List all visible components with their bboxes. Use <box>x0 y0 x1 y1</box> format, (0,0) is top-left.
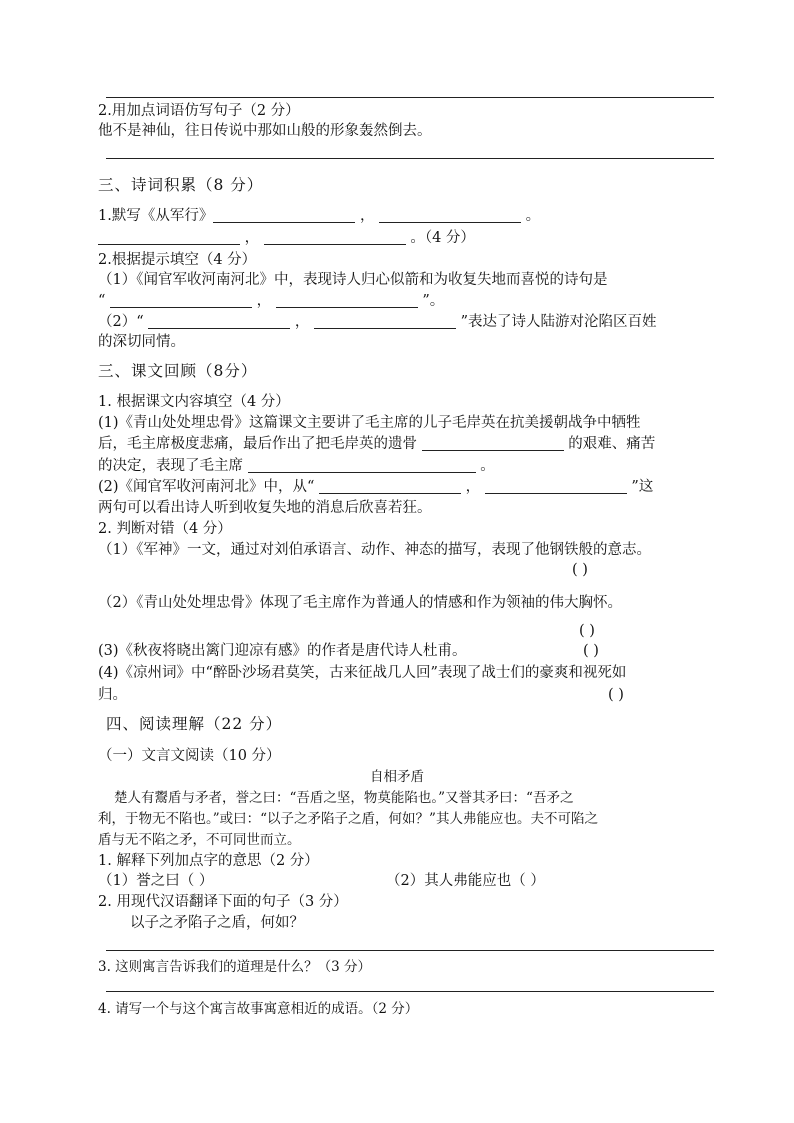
text: ”这 <box>631 479 654 495</box>
q2-imitation-sentence: 他不是神仙，往日传说中那如山般的形象轰然倒去。 <box>98 123 432 139</box>
answer-paren[interactable]: ( ) <box>608 687 624 703</box>
review-q1-item2-a <box>98 476 653 498</box>
poetry-q2-item1: （1）《闻官军收河南河北》中，表现诗人归心似箭和为收复失地而喜悦的诗句是 <box>98 272 608 288</box>
open-quote: “ <box>98 293 106 309</box>
answer-line[interactable] <box>106 950 714 951</box>
reading-q2-label: 2. 用现代汉语翻译下面的句子（3 分） <box>98 894 348 910</box>
section-poetry-heading: 三、诗词积累（8 分） <box>98 176 264 194</box>
poetry-q1-line2 <box>98 227 475 249</box>
text: 的艰难、痛苦 <box>568 436 656 452</box>
blank[interactable] <box>319 478 461 494</box>
reading-q1-label: 1. 解释下列加点字的意思（2 分） <box>98 853 319 869</box>
passage-title: 自相矛盾 <box>370 769 424 785</box>
blank[interactable] <box>485 478 627 494</box>
close-quote: ”。 <box>422 293 445 309</box>
blank[interactable] <box>148 313 290 329</box>
comma: ， <box>294 314 310 330</box>
reading-q1-item2[interactable]: （2）其人弗能应也（ ） <box>386 873 545 889</box>
blank[interactable] <box>379 207 521 223</box>
blank[interactable] <box>110 292 252 308</box>
blank[interactable] <box>248 457 476 473</box>
text: 。 <box>480 458 495 474</box>
reading-q4-label: 4. 请写一个与这个寓言故事寓意相近的成语。（2 分） <box>98 1001 419 1017</box>
poetry-q2-item2-cont: 的深切同情。 <box>98 334 185 350</box>
review-q2-item2: （2）《青山处处埋忠骨》体现了毛主席作为普通人的情感和作为领袖的伟大胸怀。 <box>98 595 622 611</box>
section-review-heading: 三、课文回顾（8分） <box>98 362 258 380</box>
answer-paren[interactable]: ( ) <box>579 623 595 639</box>
review-q1-item2-b: 两句可以看出诗人听到收复失地的消息后欣喜若狂。 <box>98 500 432 516</box>
reading-sub-heading: （一）文言文阅读（10 分） <box>98 748 281 764</box>
review-q2-item3: (3)《秋夜将晓出篱门迎凉有感》的作者是唐代诗人杜甫。 <box>98 643 467 659</box>
review-q2-item4-b: 归。 <box>98 687 127 703</box>
review-q1-item1-a: (1)《青山处处埋忠骨》这篇课文主要讲了毛主席的儿子毛岸英在抗美援朝战争中牺牲 <box>98 415 641 431</box>
review-q1-label: 1. 根据课文内容填空（4 分） <box>98 394 290 410</box>
item-prefix: （2）“ <box>98 314 144 330</box>
blank[interactable] <box>276 292 418 308</box>
poetry-q2-label: 2.根据提示填空（4 分） <box>98 252 257 268</box>
comma: ， <box>359 208 375 224</box>
answer-paren[interactable]: ( ) <box>583 643 599 659</box>
text: 后，毛主席极度悲痛，最后作出了把毛岸英的遗骨 <box>98 436 417 452</box>
answer-line[interactable] <box>106 991 714 992</box>
blank[interactable] <box>98 229 240 245</box>
q2-imitation-prompt: 2.用加点词语仿写句子（2 分） <box>98 103 300 119</box>
poetry-q1-label: 1.默写《从军行》 <box>98 208 214 224</box>
passage-line3: 盾与无不陷之矛，不可同世而立。 <box>98 832 301 848</box>
text: 的决定，表现了毛主席 <box>98 458 243 474</box>
review-q1-item1-c <box>98 455 495 477</box>
reading-q2-sentence: 以子之矛陷子之盾，何如？ <box>130 915 304 931</box>
period: 。 <box>525 208 541 224</box>
review-q1-item1-b <box>98 433 655 455</box>
answer-paren[interactable]: ( ) <box>572 562 588 578</box>
passage-line2: 利，于物无不陷也。”或曰：“以子之矛陷子之盾，何如？”其人弗能应也。夫不可陷之 <box>98 811 598 827</box>
comma: ， <box>465 479 481 495</box>
section-reading-heading: 四、阅读理解（22 分） <box>106 715 283 733</box>
blank[interactable] <box>422 435 564 451</box>
comma: ， <box>244 230 260 246</box>
review-q2-item1: （1）《军神》一文，通过对刘伯承语言、动作、神态的描写，表现了他钢铁般的意志。 <box>98 542 651 558</box>
comma: ， <box>256 293 272 309</box>
poetry-q1-line1 <box>98 205 540 227</box>
passage-line1: 楚人有鬻盾与矛者，誉之曰：“吾盾之坚，物莫能陷也。”又誉其矛曰：“吾矛之 <box>114 790 574 806</box>
blank[interactable] <box>213 207 355 223</box>
points: 。（4 分） <box>410 230 475 246</box>
top-rule <box>106 97 714 98</box>
text: (2)《闻官军收河南河北》中，从“ <box>98 479 315 495</box>
review-q2-item4-a: (4)《凉州词》中“醉卧沙场君莫笑，古来征战几人回”表现了战士们的豪爽和视死如 <box>98 665 627 681</box>
item-tail: ”表达了诗人陆游对沦陷区百姓 <box>460 314 657 330</box>
answer-line[interactable] <box>106 158 714 159</box>
poetry-q2-item2 <box>98 311 657 333</box>
poetry-q2-item1-blanks <box>98 290 444 312</box>
review-q2-label: 2. 判断对错（4 分） <box>98 521 232 537</box>
blank[interactable] <box>314 313 456 329</box>
blank[interactable] <box>264 229 406 245</box>
reading-q3-label: 3. 这则寓言告诉我们的道理是什么？（3 分） <box>98 959 372 975</box>
reading-q1-item1[interactable]: （1）誉之曰（ ） <box>98 873 214 889</box>
